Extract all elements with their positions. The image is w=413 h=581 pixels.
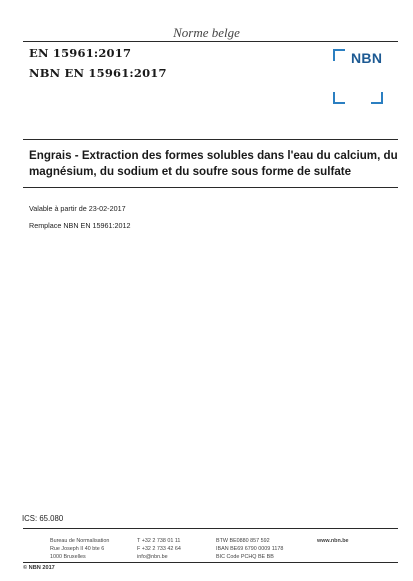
logo-text: NBN <box>351 50 383 66</box>
footer-rule <box>23 528 398 529</box>
footer-contact <box>137 537 181 561</box>
title-top-rule <box>23 139 398 140</box>
logo-corner-icon <box>333 49 345 61</box>
replaces-note: Remplace NBN EN 15961:2012 <box>29 221 131 230</box>
logo-corner-icon <box>333 92 345 104</box>
vat-number: BTW BE0880 857 592 <box>216 538 270 544</box>
ics-code: ICS: 65.080 <box>22 514 64 523</box>
address-line: Rue Joseph II 40 bte 6 <box>50 546 105 552</box>
website-link[interactable]: www.nbn.be <box>317 538 349 544</box>
nbn-standard-code: NBN EN 15961:2017 <box>29 66 167 80</box>
header-rule <box>23 41 398 42</box>
email-link[interactable]: info@nbn.be <box>137 554 168 560</box>
title-bottom-rule <box>23 187 398 188</box>
footer-bank <box>216 537 283 561</box>
address-line: Bureau de Normalisation <box>50 538 110 544</box>
copyright: © NBN 2017 <box>23 565 55 571</box>
bic-code: BIC Code PCHQ BE BB <box>216 554 274 560</box>
iban: IBAN BE69 6790 0009 1178 <box>216 546 284 552</box>
fax: F +32 2 733 42 64 <box>137 546 181 552</box>
standard-code: EN 15961:2017 <box>29 46 132 60</box>
copyright-rule <box>23 562 398 563</box>
logo-corner-icon <box>371 92 383 104</box>
address-line: 1000 Bruxelles <box>50 554 86 560</box>
phone: T +32 2 738 01 11 <box>137 538 181 544</box>
valid-from: Valable à partir de 23-02-2017 <box>29 204 126 213</box>
page-header-title: Norme belge <box>173 25 240 40</box>
nbn-logo <box>333 49 383 104</box>
footer-address <box>50 537 109 561</box>
document-title: Engrais - Extraction des formes solubles dans l'eau du calcium, du magnésium, du sodium et du soufre sous forme de sulfate <box>29 149 398 178</box>
